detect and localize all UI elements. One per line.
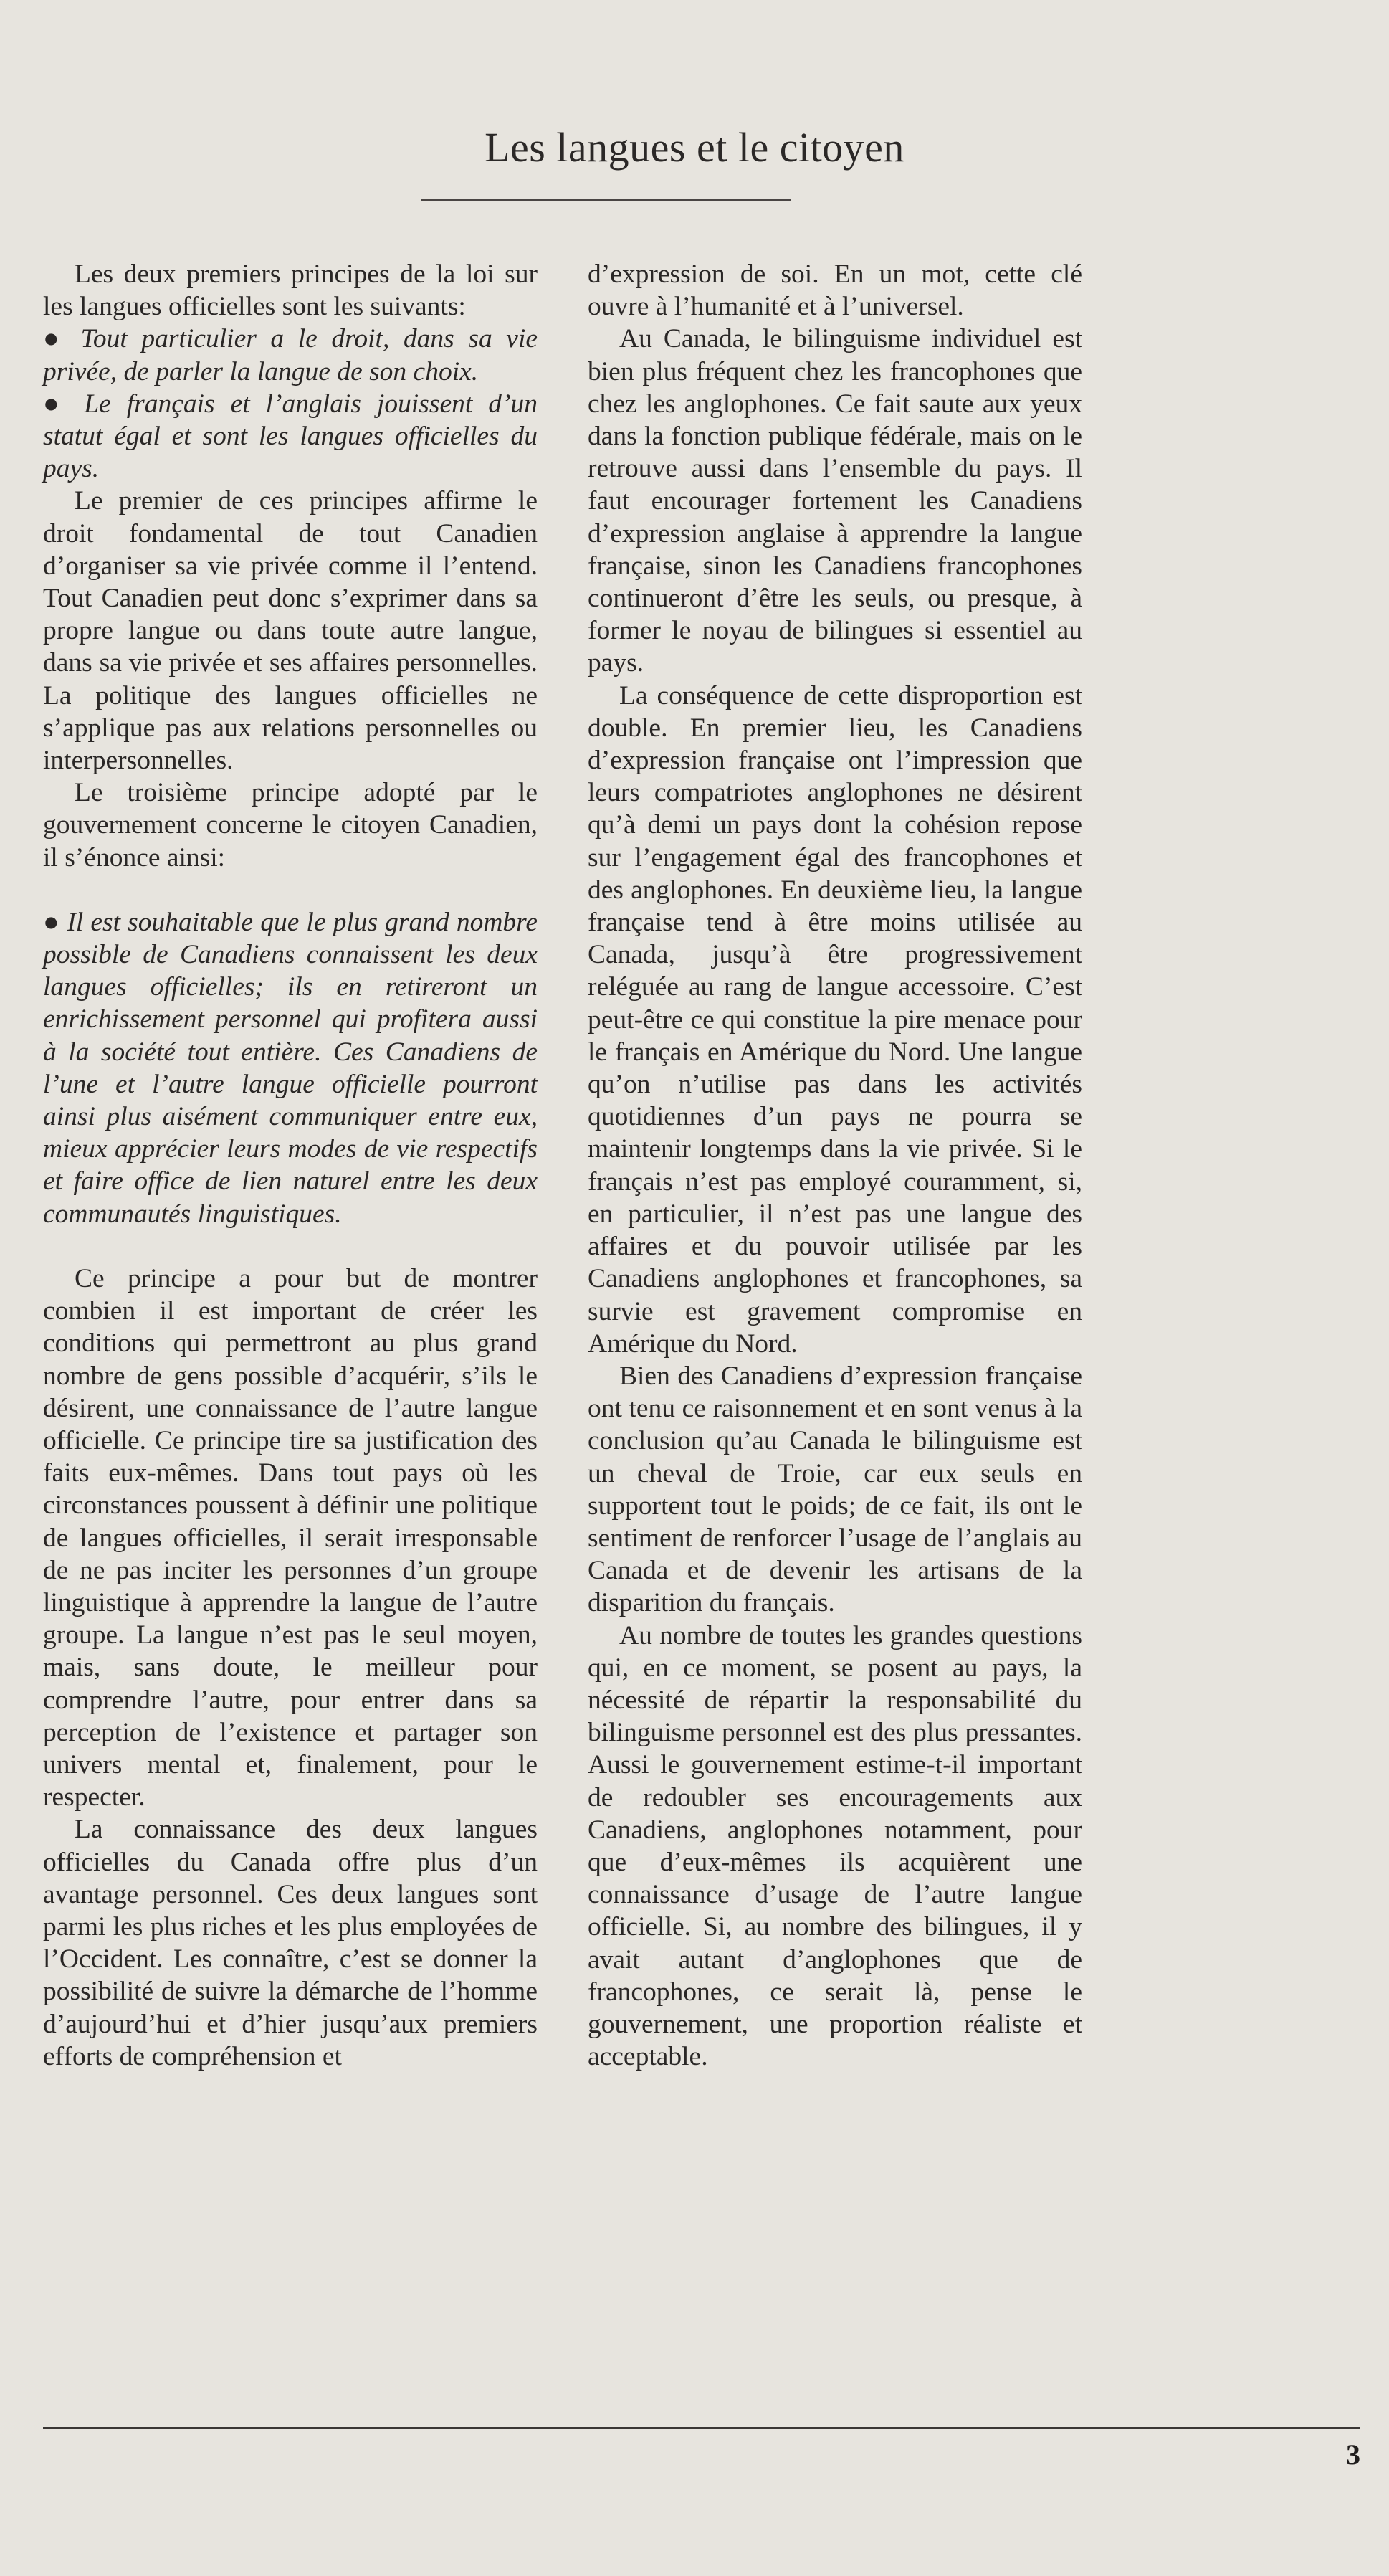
paragraph: Au Canada, le bilinguisme individuel est bien plus fréquent chez les francophones que chez les anglophones. Ce fait saute aux yeux dans la fonction publique fédérale, mais on le retrouve aussi dans l’ensemble du pays. Il faut encourager fortement les Canadiens d’expression anglaise à apprendre la langue française, sinon les Canadiens francophones continueront d’être les seuls, ou presque, à former le noyau de bilingues si essentiel au pays.: [588, 324, 1082, 678]
page-title: Les langues et le citoyen: [485, 124, 904, 171]
paragraph: Ce principe a pour but de montrer combien il est important de créer les conditions qui permettront au plus grand nombre de gens possible d’acquérir, s’ils le désirent, une connaissance de l’autre langue officielle. Ce principe tire sa justification des faits eux-mêmes. Dans tout pays où les circonstances poussent à définir une politique de langues officielles, il serait irresponsable de ne pas inciter les personnes d’un groupe linguistique à apprendre la langue de l’autre groupe. La langue n’est pas le seul moyen, mais, sans doute, le meilleur pour comprendre l’autre, pour entrer dans sa perception de l’existence et partager son univers mental et, finalement, pour le respecter.: [43, 1263, 538, 1812]
paragraph: Le premier de ces principes affirme le droit fondamental de tout Canadien d’organiser sa vie privée comme il l’entend. Tout Canadien peut donc s’exprimer dans sa propre langue ou dans toute autre langue, dans sa vie privée et ses affaires personnelles. La politique des langues officielles ne s’applique pas aux relations personnelles ou interpersonnelles.: [43, 486, 538, 776]
footer-rule: [43, 2427, 1360, 2429]
page-number: 3: [1346, 2438, 1360, 2471]
paragraph: Bien des Canadiens d’expression française ont tenu ce raisonnement et en sont venus à la conclusion qu’au Canada le bilinguisme est un cheval de Troie, car eux seuls en supportent tout le poids; de ce fait, ils ont le sentiment de renforcer l’usage de l’anglais au Canada et de devenir les artisans de la disparition du français.: [588, 1361, 1082, 1618]
right-column: [588, 258, 1082, 2073]
paragraph: d’expression de soi. En un mot, cette clé ouvre à l’humanité et à l’universel.: [588, 260, 1082, 322]
bullet-icon: ●: [43, 324, 67, 354]
paragraph: Au nombre de toutes les grandes questions qui, en ce moment, se posent au pays, la nécessité de répartir la responsabilité du bilinguisme personnel est des plus pressantes. Aussi le gouvernement estime-t-il important de redoubler ses encouragements aux Canadiens, anglophones notamment, pour que d’eux-mêmes ils acquièrent une connaissance d’usage de l’autre langue officielle. Si, au nombre des bilingues, il y avait autant d’anglophones que de francophones, ce serait là, pense le gouvernement, une proportion réaliste et acceptable.: [588, 1620, 1082, 2072]
paragraph: La connaissance des deux langues officielles du Canada offre plus d’un avantage personnel. Ces deux langues sont parmi les plus riches et les plus employées de l’Occident. Les connaître, c’est se donner la possibilité de suivre la démarche de l’homme d’aujourd’hui et d’hier jusqu’aux premiers efforts de compréhension et: [43, 1815, 538, 2071]
bullet-item: [43, 906, 538, 1230]
bullet-icon: ●: [43, 389, 69, 419]
bullet-item: [43, 323, 538, 387]
bullet-icon: ●: [43, 907, 60, 937]
title-underline: [421, 199, 791, 201]
bullet-text: Tout particulier a le droit, dans sa vie privée, de parler la langue de son choix.: [43, 324, 538, 386]
bullet-text: Il est souhaitable que le plus grand nombre possible de Canadiens connaissent les deux langues officielles; ils en retireront un enrichissement personnel qui profitera aussi à la société tout entière. Ces Canadiens de l’une et l’autre langue officielle pourront ainsi plus aisément communiquer entre eux, mieux apprécier leurs modes de vie respectifs et faire office de lien naturel entre les deux communautés linguistiques.: [43, 907, 538, 1229]
paragraph-gap: [43, 874, 538, 906]
paragraph: Les deux premiers principes de la loi sur les langues officielles sont les suivants:: [43, 260, 538, 322]
bullet-item: [43, 388, 538, 485]
bullet-text: Le français et l’anglais jouissent d’un statut égal et sont les langues officielles du pays.: [43, 389, 538, 484]
left-column: [43, 258, 538, 2073]
paragraph: Le troisième principe adopté par le gouvernement concerne le citoyen Canadien, il s’énonce ainsi:: [43, 778, 538, 873]
paragraph-gap: [43, 1230, 538, 1263]
paragraph: La conséquence de cette disproportion est double. En premier lieu, les Canadiens d’expression française ont l’impression que leurs compatriotes anglophones ne désirent qu’à demi un pays dont la cohésion repose sur l’engagement égal des francophones et des anglophones. En deuxième lieu, la langue française tend à être moins utilisée au Canada, jusqu’à être progressivement reléguée au rang de langue accessoire. C’est peut-être ce qui constitue la pire menace pour le français en Amérique du Nord. Une langue qu’on n’utilise pas dans les activités quotidiennes d’un pays ne pourra se maintenir longtemps dans la vie privée. Si le français n’est pas employé couramment, si, en particulier, il n’est pas une langue des affaires et du pouvoir utilisée par les Canadiens anglophones et francophones, sa survie est gravement compromise en Amérique du Nord.: [588, 680, 1082, 1359]
